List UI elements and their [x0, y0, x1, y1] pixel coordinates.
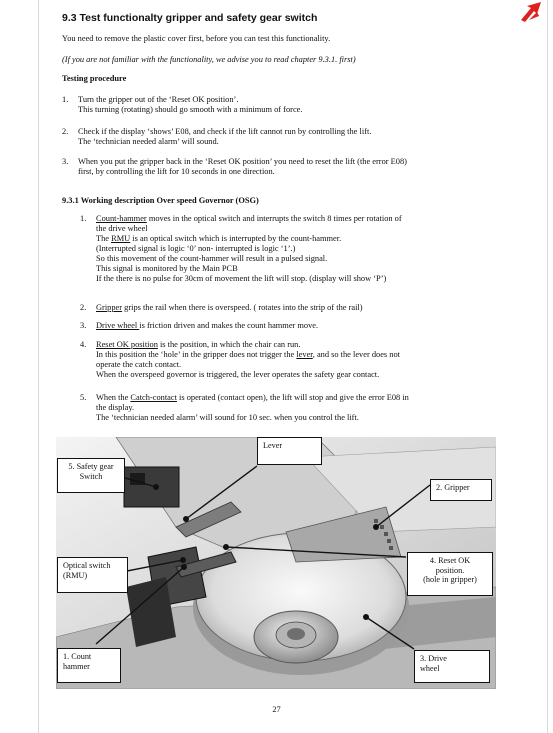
- term-catch-contact: Catch-contact: [130, 393, 177, 402]
- term-gripper: Gripper: [96, 303, 123, 312]
- step-line: first, by controlling the lift for 10 seconds in one direction.: [78, 167, 275, 176]
- subsection-title: 9.3.1 Working description Over speed Governor (OSG): [62, 196, 259, 205]
- step-text: [78, 157, 407, 177]
- step-number: 1.: [62, 95, 69, 104]
- item-number: 1.: [80, 214, 87, 223]
- item-number: 5.: [80, 393, 87, 402]
- item-number: 3.: [80, 321, 87, 330]
- item-2-text: Gripper grips the rail when there is overspeed. ( rotates into the strip of the rail): [96, 303, 363, 312]
- step-text: [78, 127, 371, 147]
- step-line: Check if the display ‘shows’ E08, and check if the lift cannot run by controlling the lift.: [78, 127, 372, 136]
- brand-logo-icon: [517, 0, 547, 22]
- intro-text: You need to remove the plastic cover first, before you can test this functionality.: [62, 34, 331, 43]
- page-number: 27: [272, 705, 281, 714]
- callout-reset-ok-position: 4. Reset OK position. (hole in gripper): [407, 552, 493, 596]
- item-5-text: When the Catch-contact is operated (contact open), the lift will stop and give the error E08 in the display. The ‘technician needed alarm’ will sound for 10 sec. when you control the lift.: [96, 393, 409, 422]
- note-text: (If you are not familiar with the functionality, we advise you to read chapter 9.3.1. first): [62, 55, 356, 64]
- item-1-text: Count-hammer moves in the optical switch and interrupts the switch 8 times per rotation of the drive wheel The RMU is an optical switch which is interrupted by the count-hammer. (Interrupted signal is logic ‘0’ non- interrupted is logic ‘1’.) So this movement of the count-hammer will result in a pulsed signal. This signal is monitored by the Main PCB If the there is no pulse for 30cm of movement the lift will stop. (display will show ‘P’): [96, 214, 402, 283]
- term-lever: lever: [296, 350, 313, 359]
- item-number: 4.: [80, 340, 87, 349]
- term-rmu: RMU: [111, 234, 131, 243]
- step-line: The ‘technician needed alarm’ will sound.: [78, 137, 219, 146]
- term-count-hammer: Count-hammer: [96, 214, 147, 223]
- callout-lever: Lever: [257, 437, 322, 465]
- callout-gripper: 2. Gripper: [430, 479, 492, 501]
- callout-count-hammer: 1. Count hammer: [57, 648, 121, 683]
- callout-optical-switch: Optical switch (RMU): [57, 557, 128, 593]
- step-number: 3.: [62, 157, 69, 166]
- callout-drive-wheel: 3. Drive wheel: [414, 650, 490, 683]
- callout-safety-gear-switch: 5. Safety gear Switch: [57, 458, 125, 493]
- step-line: When you put the gripper back in the ‘Reset OK position’ you need to reset the lift (the error E08): [78, 157, 407, 166]
- item-number: 2.: [80, 303, 87, 312]
- section-title: 9.3 Test functionalty gripper and safety gear switch: [62, 12, 318, 24]
- step-line: This turning (rotating) should go smooth with a minimum of force.: [78, 105, 303, 114]
- step-text: [78, 95, 302, 115]
- term-reset-ok: Reset OK position: [96, 340, 158, 349]
- step-line: Turn the gripper out of the ‘Reset OK position’.: [78, 95, 239, 104]
- term-drive-wheel: Drive wheel: [96, 321, 140, 330]
- step-number: 2.: [62, 127, 69, 136]
- item-4-text: Reset OK position is the position, in which the chair can run. In this position the ‘hole’ in the gripper does not trigger the lever, and so the lever does not operate the catch contact. When the overspeed governor is triggered, the lever operates the safety gear contact.: [96, 340, 400, 379]
- item-3-text: Drive wheel is friction driven and makes the count hammer move.: [96, 321, 319, 330]
- procedure-heading: Testing procedure: [62, 74, 127, 83]
